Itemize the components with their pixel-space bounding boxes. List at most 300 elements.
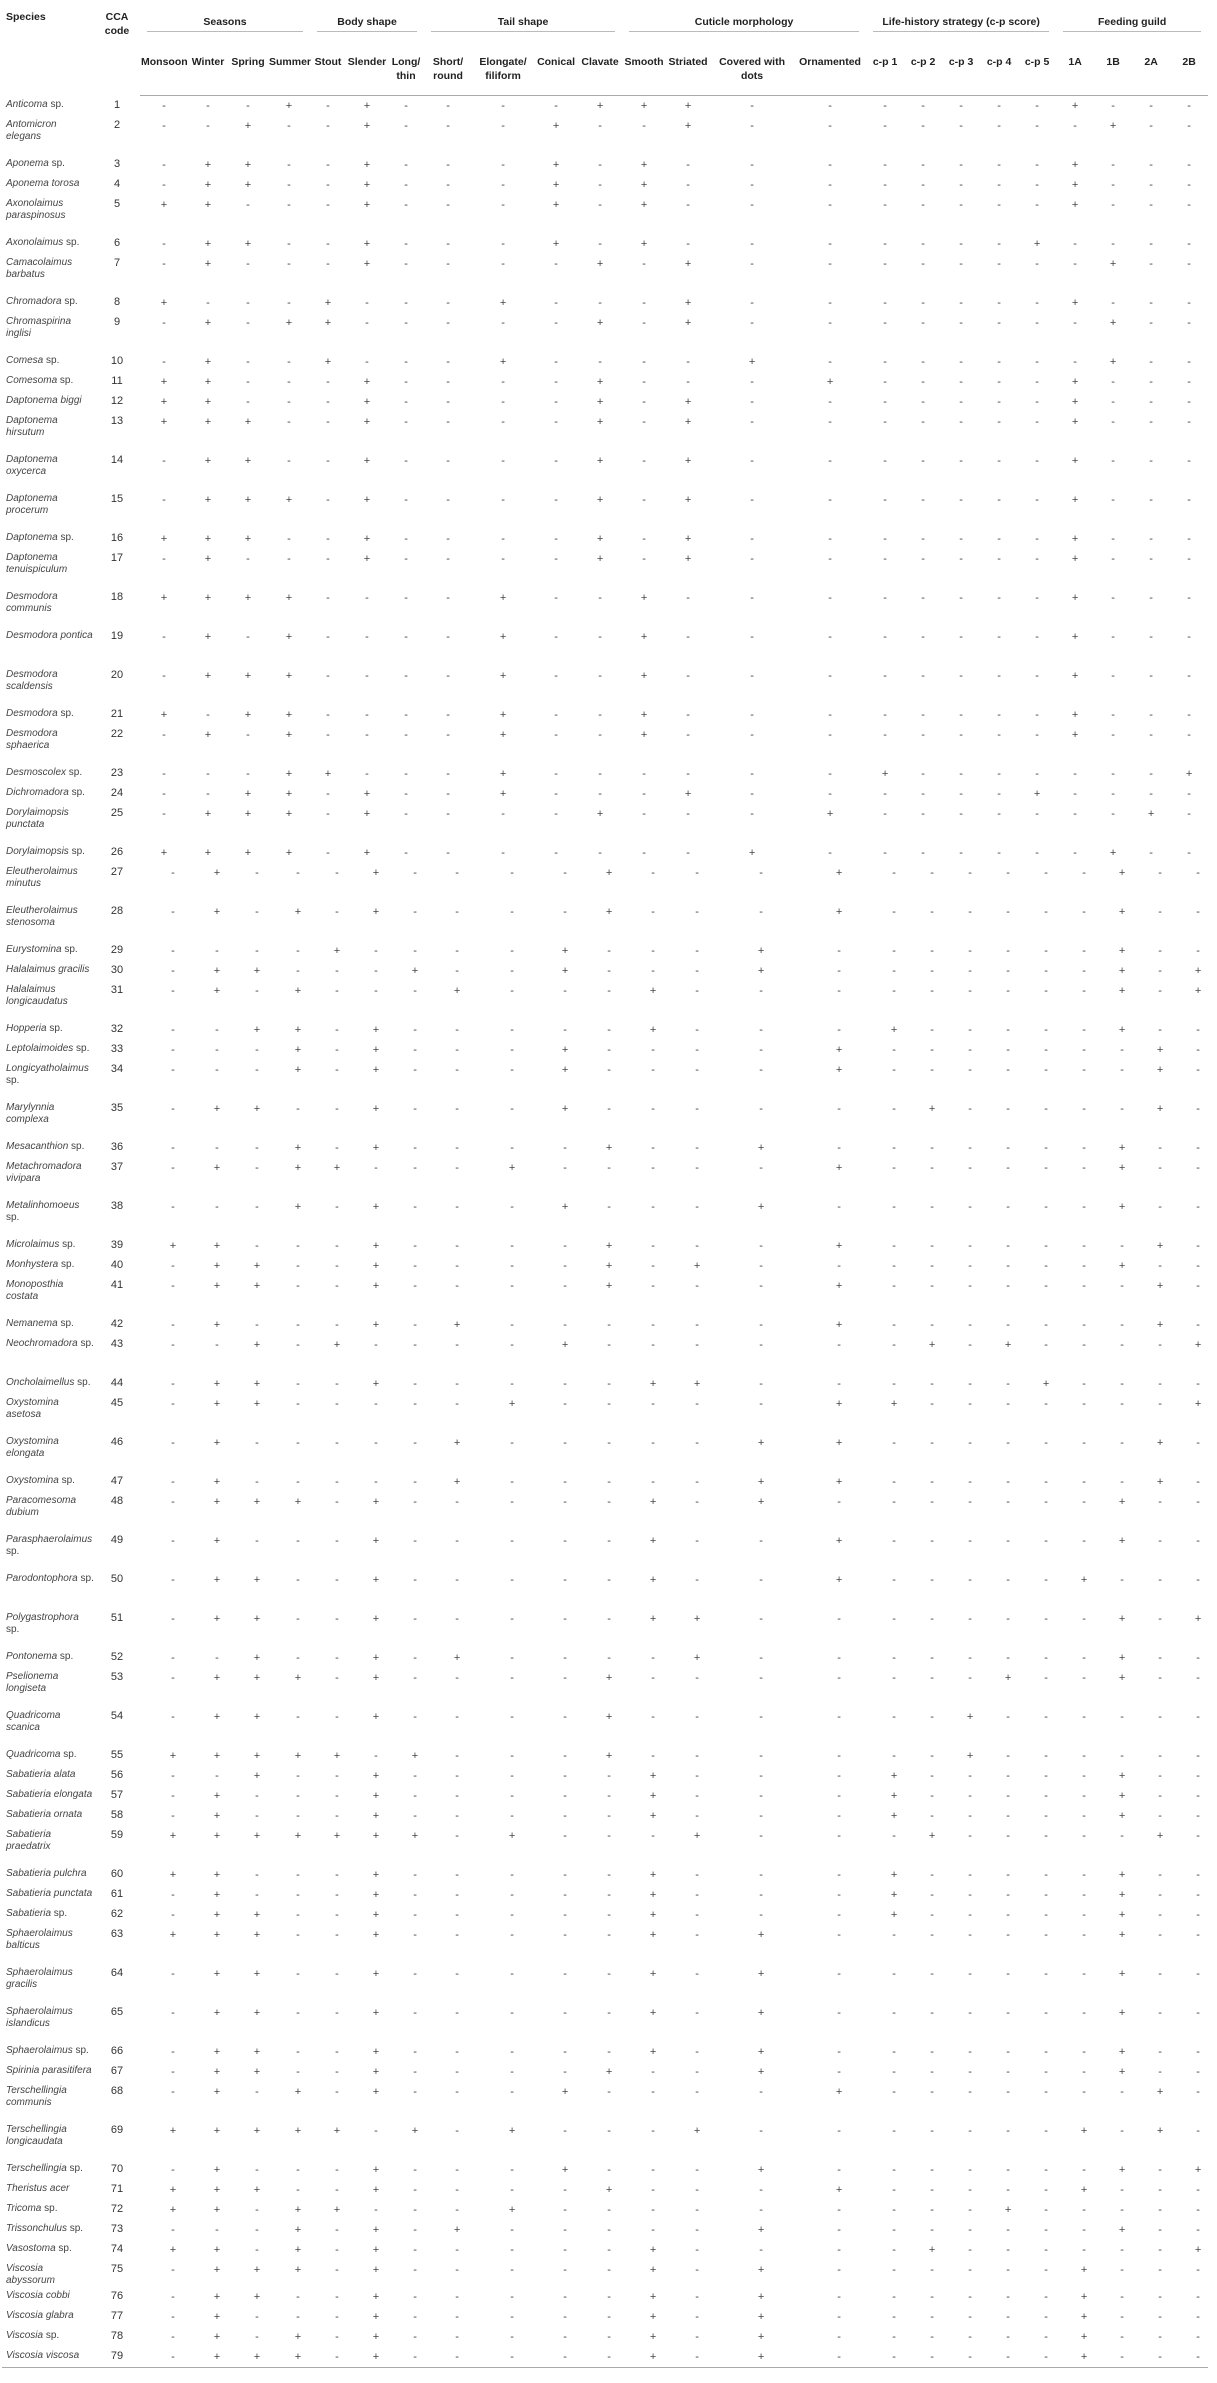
trait-cell: +	[363, 100, 371, 112]
trait-cell: -	[287, 258, 291, 270]
trait-cell: +	[649, 1790, 657, 1802]
trait-cell: -	[1006, 1968, 1010, 1980]
trait-cell: -	[1006, 1103, 1010, 1115]
trait-cell: -	[883, 376, 887, 388]
trait-cell: -	[1044, 906, 1048, 918]
trait-cell: +	[649, 1770, 657, 1782]
trait-cell: +	[253, 1496, 261, 1508]
trait-cell: -	[1158, 2204, 1162, 2216]
trait-cell: -	[1149, 788, 1153, 800]
trait-cell: +	[826, 808, 834, 820]
trait-cell: +	[363, 396, 371, 408]
trait-cell: -	[554, 788, 558, 800]
species-name: Quadricoma	[6, 1749, 61, 1760]
trait-cell: -	[997, 808, 1001, 820]
trait-cell: -	[1120, 1711, 1124, 1723]
cca-code-cell: 55	[110, 1749, 124, 1761]
species-cell	[2, 1865, 94, 1885]
trait-cell: -	[837, 2291, 841, 2303]
table-row	[2, 412, 1208, 451]
trait-cell: -	[968, 1024, 972, 1036]
trait-cell: -	[1111, 631, 1115, 643]
trait-cell: -	[837, 1968, 841, 1980]
trait-cell: +	[684, 317, 692, 329]
trait-cell: -	[968, 1339, 972, 1351]
trait-cell: -	[335, 2311, 339, 2323]
trait-cell: +	[204, 847, 212, 859]
trait-cell: +	[1071, 416, 1079, 428]
trait-cell: -	[335, 1240, 339, 1252]
trait-cell: -	[883, 808, 887, 820]
cca-code-cell: 67	[110, 2065, 124, 2077]
trait-cell: -	[446, 317, 450, 329]
trait-cell: -	[968, 2164, 972, 2176]
trait-cell: -	[413, 1929, 417, 1941]
table-row	[2, 1099, 1208, 1138]
trait-cell: -	[828, 768, 832, 780]
trait-cell: -	[296, 1711, 300, 1723]
trait-cell: -	[404, 788, 408, 800]
trait-cell: -	[930, 1711, 934, 1723]
trait-cell: -	[1082, 906, 1086, 918]
trait-cell: -	[1149, 376, 1153, 388]
trait-cell: -	[607, 2007, 611, 2019]
trait-cell: -	[455, 2291, 459, 2303]
trait-cell: +	[213, 2311, 221, 2323]
species-name: Viscosia glabra	[6, 2310, 74, 2321]
trait-cell: +	[1109, 120, 1117, 132]
trait-cell: -	[563, 1613, 567, 1625]
trait-cell: -	[607, 1909, 611, 1921]
trait-cell: -	[1082, 1260, 1086, 1272]
trait-cell: +	[213, 2007, 221, 2019]
trait-cell: -	[171, 1711, 175, 1723]
trait-cell: +	[411, 1750, 419, 1762]
trait-cell: -	[255, 1889, 259, 1901]
trait-cell: -	[651, 906, 655, 918]
trait-cell: -	[651, 1339, 655, 1351]
trait-cell: -	[968, 1672, 972, 1684]
trait-cell: -	[1082, 1142, 1086, 1154]
cca-code-cell: 73	[110, 2223, 124, 2235]
trait-cell: -	[563, 1652, 567, 1664]
trait-cell: -	[563, 1024, 567, 1036]
trait-cell: -	[1187, 100, 1191, 112]
trait-cell: -	[326, 631, 330, 643]
species-cell	[2, 195, 94, 234]
trait-cell: +	[508, 2125, 516, 2137]
trait-cell: -	[1196, 1535, 1200, 1547]
trait-cell: -	[883, 631, 887, 643]
trait-cell: -	[1006, 906, 1010, 918]
trait-cell: -	[510, 867, 514, 879]
trait-cell: -	[968, 1574, 972, 1586]
trait-cell: -	[1149, 416, 1153, 428]
trait-cell: -	[598, 179, 602, 191]
trait-cell: -	[930, 2164, 934, 2176]
species-name: Sabatieria ornata	[6, 1809, 83, 1820]
trait-cell: +	[363, 199, 371, 211]
trait-cell: -	[162, 120, 166, 132]
trait-cell: +	[640, 199, 648, 211]
trait-cell: -	[828, 297, 832, 309]
trait-cell: +	[372, 1830, 380, 1842]
trait-cell: +	[1071, 729, 1079, 741]
trait-cell: -	[837, 2046, 841, 2058]
table-row	[2, 1020, 1208, 1040]
trait-cell: -	[1187, 592, 1191, 604]
trait-cell: -	[413, 1319, 417, 1331]
trait-cell: -	[287, 553, 291, 565]
species-name: Desmodora pontica	[6, 630, 93, 641]
species-name: Parodontophora	[6, 1573, 78, 1584]
trait-cell: -	[335, 1378, 339, 1390]
trait-cell: +	[253, 1024, 261, 1036]
trait-cell: -	[563, 1810, 567, 1822]
trait-cell: +	[213, 906, 221, 918]
trait-cell: +	[372, 1968, 380, 1980]
trait-cell: -	[510, 1929, 514, 1941]
trait-cell: +	[253, 1574, 261, 1586]
trait-cell: -	[997, 238, 1001, 250]
trait-cell: -	[1196, 1201, 1200, 1213]
species-cell	[2, 2347, 94, 2368]
trait-cell: -	[1111, 670, 1115, 682]
trait-cell: -	[1158, 2264, 1162, 2276]
trait-cell: -	[1073, 120, 1077, 132]
trait-cell: -	[651, 1103, 655, 1115]
trait-cell: -	[686, 592, 690, 604]
trait-cell: -	[171, 985, 175, 997]
trait-cell: -	[1158, 906, 1162, 918]
trait-cell: -	[171, 906, 175, 918]
trait-cell: +	[244, 416, 252, 428]
species-name: Trissonchulus	[6, 2223, 67, 2234]
trait-cell: -	[246, 356, 250, 368]
cca-code-cell: 62	[110, 1908, 124, 1920]
trait-cell: -	[930, 1476, 934, 1488]
trait-cell: -	[171, 1339, 175, 1351]
trait-cell: -	[413, 2311, 417, 2323]
trait-cell: -	[892, 1437, 896, 1449]
trait-cell: +	[453, 1652, 461, 1664]
species-name: Monoposthia costata	[6, 1279, 64, 1302]
trait-cell: -	[255, 906, 259, 918]
trait-cell: -	[892, 1103, 896, 1115]
trait-cell: -	[326, 709, 330, 721]
trait-cell: +	[835, 867, 843, 879]
trait-cell: -	[651, 1437, 655, 1449]
trait-cell: +	[213, 1240, 221, 1252]
trait-cell: -	[413, 1240, 417, 1252]
trait-cell: -	[695, 1024, 699, 1036]
trait-cell: -	[1111, 768, 1115, 780]
trait-cell: -	[326, 533, 330, 545]
trait-cell: +	[244, 120, 252, 132]
trait-cell: +	[253, 2264, 261, 2276]
trait-cell: -	[1006, 2125, 1010, 2137]
species-name: Halalaimus gracilis	[6, 964, 90, 975]
trait-cell: +	[213, 1909, 221, 1921]
trait-cell: -	[374, 1437, 378, 1449]
trait-cell: +	[508, 1162, 516, 1174]
trait-cell: +	[294, 2331, 302, 2343]
trait-cell: -	[892, 2311, 896, 2323]
trait-cell: -	[326, 729, 330, 741]
trait-cell: -	[1044, 1260, 1048, 1272]
trait-cell: -	[930, 1750, 934, 1762]
trait-cell: -	[1111, 238, 1115, 250]
col-cp2: c-p 2	[904, 49, 942, 96]
trait-cell: +	[372, 1672, 380, 1684]
trait-cell: -	[563, 2264, 567, 2276]
species-cell	[2, 1472, 94, 1492]
trait-cell: +	[890, 1790, 898, 1802]
trait-cell: +	[757, 2331, 765, 2343]
trait-cell: +	[294, 2224, 302, 2236]
trait-cell: -	[563, 1260, 567, 1272]
trait-cell: +	[928, 1339, 936, 1351]
trait-cell: -	[1187, 258, 1191, 270]
trait-cell: -	[413, 1398, 417, 1410]
trait-cell: -	[1111, 455, 1115, 467]
trait-cell: -	[759, 1613, 763, 1625]
trait-cell: -	[1120, 2311, 1124, 2323]
trait-cell: -	[1044, 1810, 1048, 1822]
col-clavate: Clavate	[578, 49, 622, 96]
trait-cell: -	[1006, 1064, 1010, 1076]
species-cell	[2, 1060, 94, 1099]
trait-cell: -	[1044, 2244, 1048, 2256]
trait-cell: -	[413, 2224, 417, 2236]
trait-cell: -	[246, 297, 250, 309]
trait-cell: +	[596, 376, 604, 388]
cca-code-cell: 57	[110, 1789, 124, 1801]
trait-cell: -	[695, 1672, 699, 1684]
col-1a: 1A	[1056, 49, 1094, 96]
species-cell	[2, 1374, 94, 1394]
trait-cell: -	[413, 1672, 417, 1684]
trait-cell: -	[455, 965, 459, 977]
trait-cell: -	[642, 416, 646, 428]
trait-cell: +	[1156, 1830, 1164, 1842]
col-stout: Stout	[310, 49, 346, 96]
header-column-row	[2, 49, 1208, 96]
table-row	[2, 804, 1208, 843]
trait-cell: +	[160, 709, 168, 721]
trait-cell: -	[171, 1613, 175, 1625]
trait-cell: -	[642, 808, 646, 820]
trait-cell: -	[287, 376, 291, 388]
trait-cell: -	[215, 1064, 219, 1076]
trait-cell: +	[890, 1810, 898, 1822]
trait-cell: +	[204, 199, 212, 211]
trait-cell: -	[510, 945, 514, 957]
trait-cell: -	[607, 985, 611, 997]
trait-cell: -	[1196, 2331, 1200, 2343]
trait-cell: -	[695, 1889, 699, 1901]
trait-cell: -	[1196, 2224, 1200, 2236]
trait-cell: -	[686, 709, 690, 721]
trait-cell: +	[333, 1830, 341, 1842]
trait-cell: -	[1044, 1398, 1048, 1410]
trait-cell: -	[1196, 2007, 1200, 2019]
trait-cell: +	[649, 1496, 657, 1508]
trait-cell: +	[1118, 1142, 1126, 1154]
trait-cell: -	[968, 1889, 972, 1901]
trait-cell: -	[455, 1024, 459, 1036]
trait-cell: -	[1196, 1064, 1200, 1076]
trait-cell: +	[1080, 2331, 1088, 2343]
trait-cell: -	[837, 2331, 841, 2343]
species-cell	[2, 175, 94, 195]
trait-cell: -	[215, 1770, 219, 1782]
trait-cell: +	[244, 533, 252, 545]
species-cell	[2, 155, 94, 175]
trait-cell: +	[499, 729, 507, 741]
cca-code-cell: 27	[110, 866, 124, 878]
trait-cell: -	[455, 1909, 459, 1921]
trait-cell: -	[1044, 2164, 1048, 2176]
species-suffix: sp.	[47, 98, 64, 110]
trait-cell: -	[968, 1968, 972, 1980]
table-row	[2, 1746, 1208, 1766]
trait-cell: -	[1006, 2007, 1010, 2019]
cca-code-cell: 71	[110, 2183, 124, 2195]
trait-cell: -	[607, 2086, 611, 2098]
trait-cell: -	[959, 376, 963, 388]
species-cell	[2, 1020, 94, 1040]
species-name: Daptonema tenuispiculum	[6, 552, 68, 575]
species-suffix: sp.	[77, 1338, 94, 1349]
cca-code-cell: 68	[110, 2085, 124, 2097]
trait-cell: -	[598, 120, 602, 132]
trait-cell: -	[968, 965, 972, 977]
trait-cell: +	[1080, 1574, 1088, 1586]
trait-cell: -	[510, 1103, 514, 1115]
trait-cell: +	[1118, 1162, 1126, 1174]
species-name: Oxystomina	[6, 1475, 59, 1486]
trait-cell: +	[631, 2347, 675, 2368]
table-row	[2, 981, 1208, 1020]
trait-cell: +	[1118, 1929, 1126, 1941]
species-name: Daptonema oxycerca	[6, 454, 58, 477]
cca-code-cell: 43	[110, 1338, 124, 1350]
trait-cell: -	[837, 1672, 841, 1684]
trait-cell: +	[285, 729, 293, 741]
trait-cell: -	[1044, 867, 1048, 879]
trait-cell: -	[413, 1613, 417, 1625]
trait-cell: -	[1196, 1378, 1200, 1390]
trait-cell: -	[959, 553, 963, 565]
trait-cell: -	[607, 1339, 611, 1351]
trait-cell: +	[684, 396, 692, 408]
trait-cell: -	[1196, 2046, 1200, 2058]
trait-cell: -	[287, 179, 291, 191]
species-cell	[2, 705, 94, 725]
trait-cell: -	[455, 1790, 459, 1802]
trait-cell: -	[642, 533, 646, 545]
trait-cell: -	[892, 1280, 896, 1292]
trait-cell: -	[607, 1437, 611, 1449]
trait-cell: -	[365, 670, 369, 682]
trait-cell: +	[1080, 2184, 1088, 2196]
trait-cell: -	[1111, 416, 1115, 428]
trait-cell: -	[510, 2224, 514, 2236]
trait-cell: -	[1187, 376, 1191, 388]
trait-cell: -	[287, 199, 291, 211]
trait-cell: -	[930, 1909, 934, 1921]
trait-cell: -	[563, 1672, 567, 1684]
trait-cell: -	[750, 199, 754, 211]
cca-code-cell: 12	[110, 395, 124, 407]
trait-cell: -	[892, 2066, 896, 2078]
trait-cell: -	[510, 1968, 514, 1980]
trait-cell: -	[968, 2125, 972, 2137]
trait-cell: -	[695, 1398, 699, 1410]
trait-cell: +	[253, 1909, 261, 1921]
trait-cell: -	[255, 2164, 259, 2176]
trait-cell: -	[296, 2046, 300, 2058]
trait-cell: -	[455, 1535, 459, 1547]
trait-cell: -	[510, 1044, 514, 1056]
species-cell	[2, 941, 94, 961]
species-cell	[2, 588, 94, 627]
trait-cell: -	[554, 670, 558, 682]
species-name: Polygastrophora	[6, 1612, 79, 1623]
trait-cell: -	[930, 2311, 934, 2323]
trait-cell: -	[1006, 1770, 1010, 1782]
trait-cell: -	[1196, 1750, 1200, 1762]
trait-cell: -	[1006, 1142, 1010, 1154]
trait-cell: -	[563, 1398, 567, 1410]
trait-cell: -	[892, 1750, 896, 1762]
trait-cell: +	[372, 867, 380, 879]
trait-cell: -	[695, 2204, 699, 2216]
trait-cell: -	[750, 100, 754, 112]
trait-cell: -	[563, 1869, 567, 1881]
trait-cell: -	[1073, 356, 1077, 368]
trait-cell: -	[695, 2066, 699, 2078]
table-row	[2, 2180, 1208, 2200]
species-name: Viscosia viscosa	[6, 2350, 80, 2361]
trait-cell: +	[605, 1711, 613, 1723]
species-cell	[2, 1668, 94, 1707]
trait-cell: -	[413, 1652, 417, 1664]
trait-cell: +	[596, 808, 604, 820]
trait-cell: -	[1082, 1240, 1086, 1252]
trait-cell: -	[206, 100, 210, 112]
trait-cell: -	[921, 317, 925, 329]
trait-cell: -	[255, 2204, 259, 2216]
species-name: Sabatieria	[6, 1908, 52, 1919]
trait-cell: -	[607, 2311, 611, 2323]
species-suffix: sp.	[73, 1043, 90, 1054]
trait-cell: -	[607, 1770, 611, 1782]
trait-cell: -	[997, 317, 1001, 329]
trait-cell: -	[149, 2347, 197, 2368]
table-row	[2, 293, 1208, 313]
trait-cell: +	[649, 2264, 657, 2276]
trait-cell: -	[695, 1929, 699, 1941]
trait-cell: -	[404, 553, 408, 565]
trait-cell: -	[921, 729, 925, 741]
trait-cell: -	[1044, 2264, 1048, 2276]
trait-cell: -	[883, 120, 887, 132]
trait-cell: -	[162, 258, 166, 270]
trait-cell: -	[1044, 1889, 1048, 1901]
trait-cell: -	[968, 1810, 972, 1822]
